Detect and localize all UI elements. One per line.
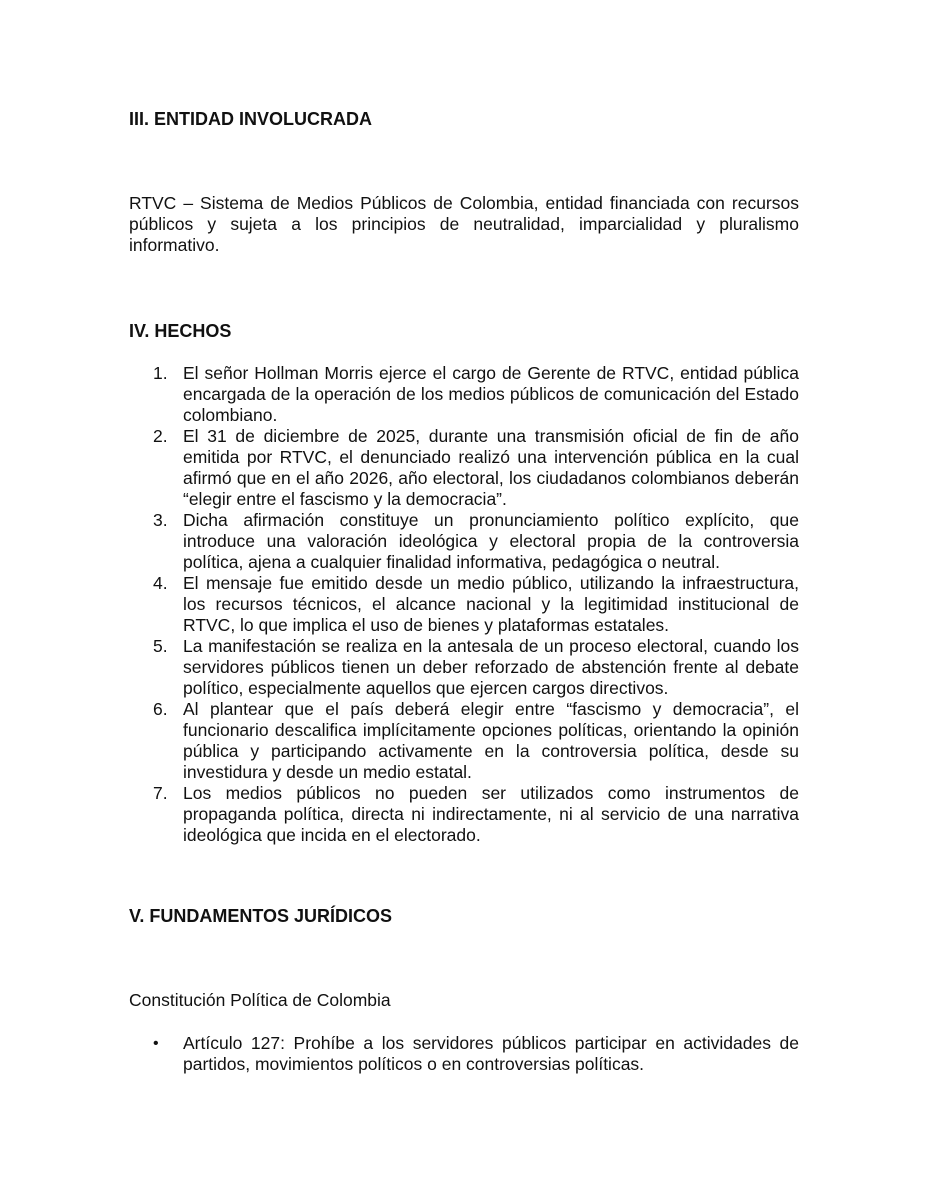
section-5-title: V. FUNDAMENTOS JURÍDICOS (129, 906, 393, 926)
legal-basis-text: Artículo 127: Prohíbe a los servidores públicos participar en actividades de partidos, movimientos políticos o en controversias políticas. (183, 1033, 799, 1074)
fact-text: El 31 de diciembre de 2025, durante una transmisión oficial de fin de año emitida por RTVC, el denunciado realizó una intervención pública en la cual afirmó que en el año 2026, año electoral, los ciudadanos colombianos deberán “elegir entre el fascismo y la democracia”. (183, 426, 799, 509)
fact-text: El señor Hollman Morris ejerce el cargo de Gerente de RTVC, entidad pública encargada de la operación de los medios públicos de comunicación del Estado colombiano. (183, 363, 799, 425)
fact-number: 1. (153, 363, 168, 383)
fact-number: 4. (153, 573, 168, 593)
bullet-icon: • (153, 1035, 159, 1052)
section-3-title: III. ENTIDAD INVOLUCRADA (129, 109, 372, 129)
fact-item-2 (129, 426, 799, 510)
section-3-body: RTVC – Sistema de Medios Públicos de Colombia, entidad financiada con recursos públicos y sujeta a los principios de neutralidad, imparcialidad y pluralismo informativo. (129, 193, 799, 255)
section-4-title: IV. HECHOS (129, 321, 232, 341)
fact-item-3 (129, 510, 799, 573)
fact-item-6 (129, 699, 799, 783)
fact-number: 3. (153, 510, 168, 530)
fact-item-5 (129, 636, 799, 699)
fact-item-4 (129, 573, 799, 636)
legal-basis-list (129, 1033, 799, 1075)
fact-text: Al plantear que el país deberá elegir entre “fascismo y democracia”, el funcionario descalifica implícitamente opciones políticas, orientando la opinión pública y participando activamente en la controversia política, desde su investidura y desde un medio estatal. (183, 699, 799, 782)
fact-text: Los medios públicos no pueden ser utilizados como instrumentos de propaganda política, directa ni indirectamente, ni al servicio de una narrativa ideológica que incida en el electorado. (183, 783, 799, 845)
fact-number: 5. (153, 636, 168, 656)
fact-text: Dicha afirmación constituye un pronunciamiento político explícito, que introduce una valoración ideológica y electoral propia de la controversia política, ajena a cualquier finalidad informativa, pedagógica o neutral. (183, 510, 799, 572)
legal-basis-item (129, 1033, 799, 1075)
section-5-subtitle: Constitución Política de Colombia (129, 990, 391, 1010)
fact-item-1 (129, 363, 799, 426)
fact-number: 2. (153, 426, 168, 446)
fact-number: 6. (153, 699, 168, 719)
fact-text: El mensaje fue emitido desde un medio público, utilizando la infraestructura, los recursos técnicos, el alcance nacional y la legitimidad institucional de RTVC, lo que implica el uso de bienes y plataformas estatales. (183, 573, 799, 635)
fact-number: 7. (153, 783, 168, 803)
facts-list (129, 363, 799, 846)
fact-text: La manifestación se realiza en la antesala de un proceso electoral, cuando los servidores públicos tienen un deber reforzado de abstención frente al debate político, especialmente aquellos que ejercen cargos directivos. (183, 636, 799, 698)
fact-item-7 (129, 783, 799, 846)
